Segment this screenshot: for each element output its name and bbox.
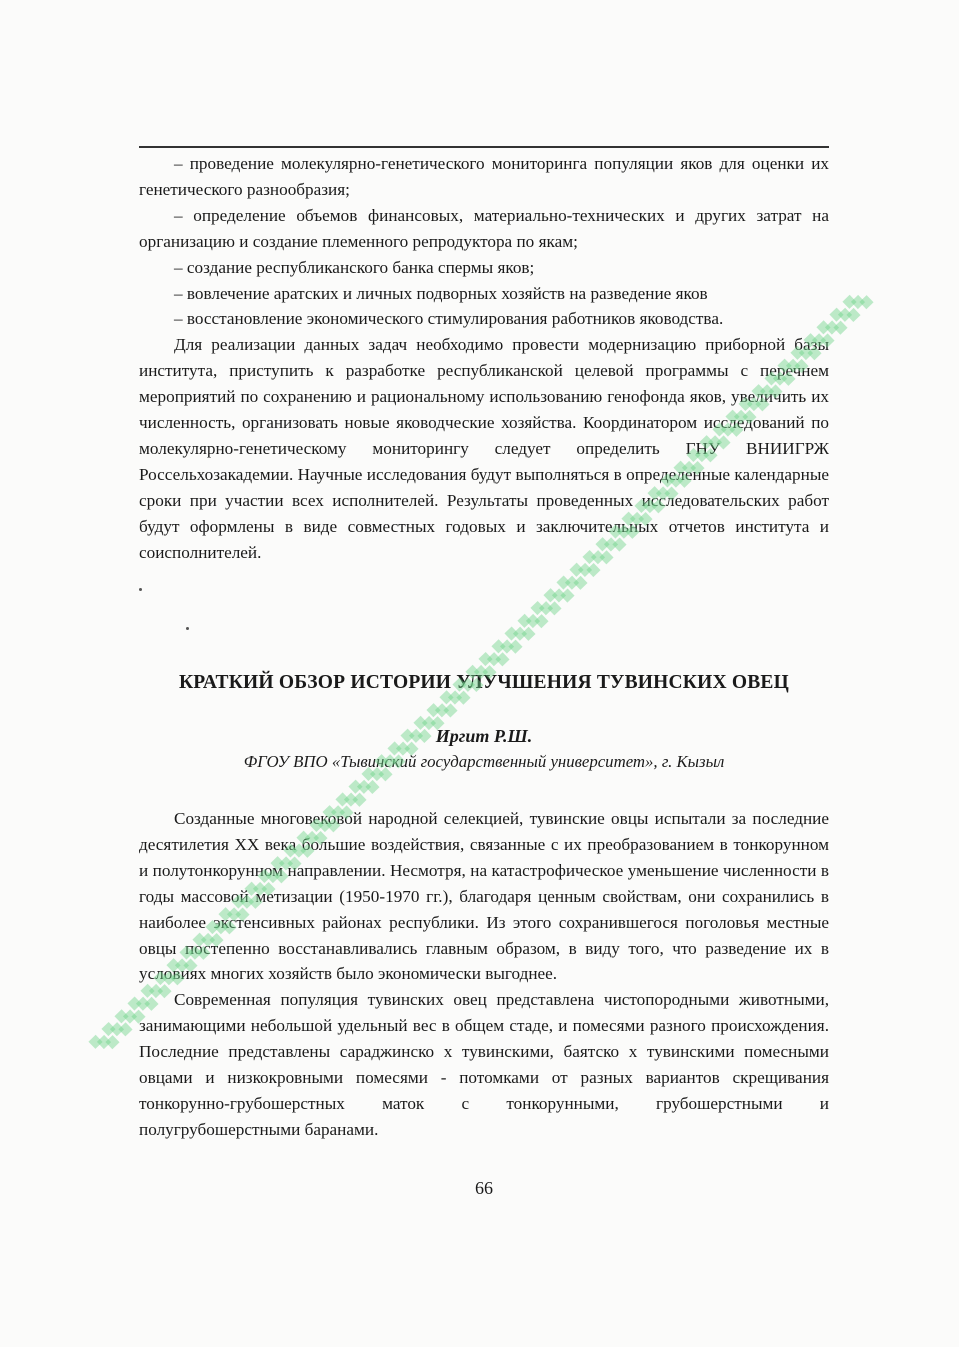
watermark-square <box>508 640 522 654</box>
watermark-square <box>110 1022 124 1036</box>
watermark-square <box>435 703 449 717</box>
watermark-square <box>543 588 557 602</box>
watermark-square <box>842 295 856 309</box>
list-item-farms: – вовлечение аратских и личных подворных хозяйств на разведение яков <box>174 283 708 303</box>
watermark-square <box>565 576 579 590</box>
watermark-square <box>539 601 553 615</box>
watermark-square <box>513 627 527 641</box>
watermark-square <box>534 614 548 628</box>
watermark-square <box>504 626 518 640</box>
watermark-square <box>833 321 847 335</box>
watermark-square <box>851 295 865 309</box>
article-body <box>139 806 829 1143</box>
watermark-square <box>88 1035 102 1049</box>
article-affiliation: ФГОУ ВПО «Тывинский государственный университет», г. Кызыл <box>243 752 725 771</box>
watermark-square <box>573 576 587 590</box>
watermark-square <box>829 308 843 322</box>
watermark-square <box>105 1035 119 1049</box>
watermark-square <box>348 780 362 794</box>
watermark-square <box>365 780 379 794</box>
watermark-square <box>495 652 509 666</box>
article-paragraph: Созданные многовековой народной селекцией, тувинские овцы испытали за последние десятилетия XX века большие воздействия, связанные с их преобразованием в тонкорунном и полутонкорунном направлении. Несмотря, на катастрофическое уменьшение численности в годы массовой метизации (1950-1970 гг.), благодаря ценным свойствам, они сохранились в наиболее экстенсивных районах республики. Из этого сохранившегося поголовья местные овцы постепенно восстанавливались главным образом, в виду того, что разведение их в условиях многих хозяйств было экономически выгоднее. <box>139 809 829 984</box>
watermark-square <box>838 308 852 322</box>
watermark-square <box>352 793 366 807</box>
watermark-square <box>443 703 457 717</box>
list-item-incentives: – восстановление экономического стимулирования работников яководства. <box>174 309 724 329</box>
paragraph-implementation: Для реализации данных задач необходимо провести модернизацию приборной базы института, приступить к разработке республиканской целевой программы с перечнем мероприятий по сохранению и рациональному использованию генофонда яков, увеличить их численность, организовать новые яководческие хозяйства. Координатором исследований по молекулярно-генетическому мониторингу следует определить ГНУ ВНИИГРЖ Россельхозакадемии. Научные исследования будут выполняться в определенные календарные сроки при участии всех исполнителей. Результаты проведенных исследовательских работ будут оформлены в виде совместных годовых и заключительных отчетов института и соисполнителей. <box>139 335 829 562</box>
article-paragraph: Современная популяция тувинских овец представлена чистопородными животными, занимающими небольшой удельный вес в общем стаде, и помесями разного происхождения. Последние представлены сараджинско х тувинскими, баятско х тувинскими помесными овцами и низкокровными помесями - потомками от разных вариантов скрещивания тонкорунно-грубошерстных маток с тонкорунными, грубошерстными и полугрубошерстными баранами. <box>139 990 829 1139</box>
list-item-sperm-bank: – создание республиканского банка спермы яков; <box>174 257 535 277</box>
watermark-square <box>547 601 561 615</box>
scan-speck <box>186 627 189 630</box>
top-rule <box>139 146 829 148</box>
continued-text-block <box>139 151 829 566</box>
watermark-square <box>500 639 514 653</box>
watermark-square <box>530 601 544 615</box>
watermark-square <box>335 792 349 806</box>
watermark-square <box>521 627 535 641</box>
watermark-square <box>487 652 501 666</box>
watermark-square <box>357 780 371 794</box>
watermark-square <box>97 1035 111 1049</box>
article-title: КРАТКИЙ ОБЗОР ИСТОРИИ УЛУЧШЕНИЯ ТУВИНСКИХ ОВЕЦ <box>178 672 790 693</box>
watermark-square <box>123 1009 137 1023</box>
list-item-costs: – определение объемов финансовых, материально-технических и других затрат на организацию и создание племенного репродуктора по якам; <box>139 205 829 251</box>
scan-speck <box>139 588 142 591</box>
watermark-square <box>478 652 492 666</box>
page-number: 66 <box>475 1178 493 1198</box>
watermark-square <box>859 295 873 309</box>
watermark-square <box>118 1022 132 1036</box>
watermark-square <box>491 639 505 653</box>
article-author: Иргит Р.Ш. <box>435 726 533 746</box>
watermark-square <box>344 793 358 807</box>
list-item-monitoring: – проведение молекулярно-генетического мониторинга популяции яков для оценки их генетического разнообразия; <box>139 154 829 199</box>
watermark-square <box>114 1009 128 1023</box>
watermark-square <box>517 614 531 628</box>
watermark-square <box>526 614 540 628</box>
watermark-square <box>426 703 440 717</box>
watermark-square <box>556 575 570 589</box>
watermark-square <box>101 1022 115 1036</box>
watermark-square <box>552 588 566 602</box>
watermark-square <box>560 588 574 602</box>
watermark-square <box>846 308 860 322</box>
